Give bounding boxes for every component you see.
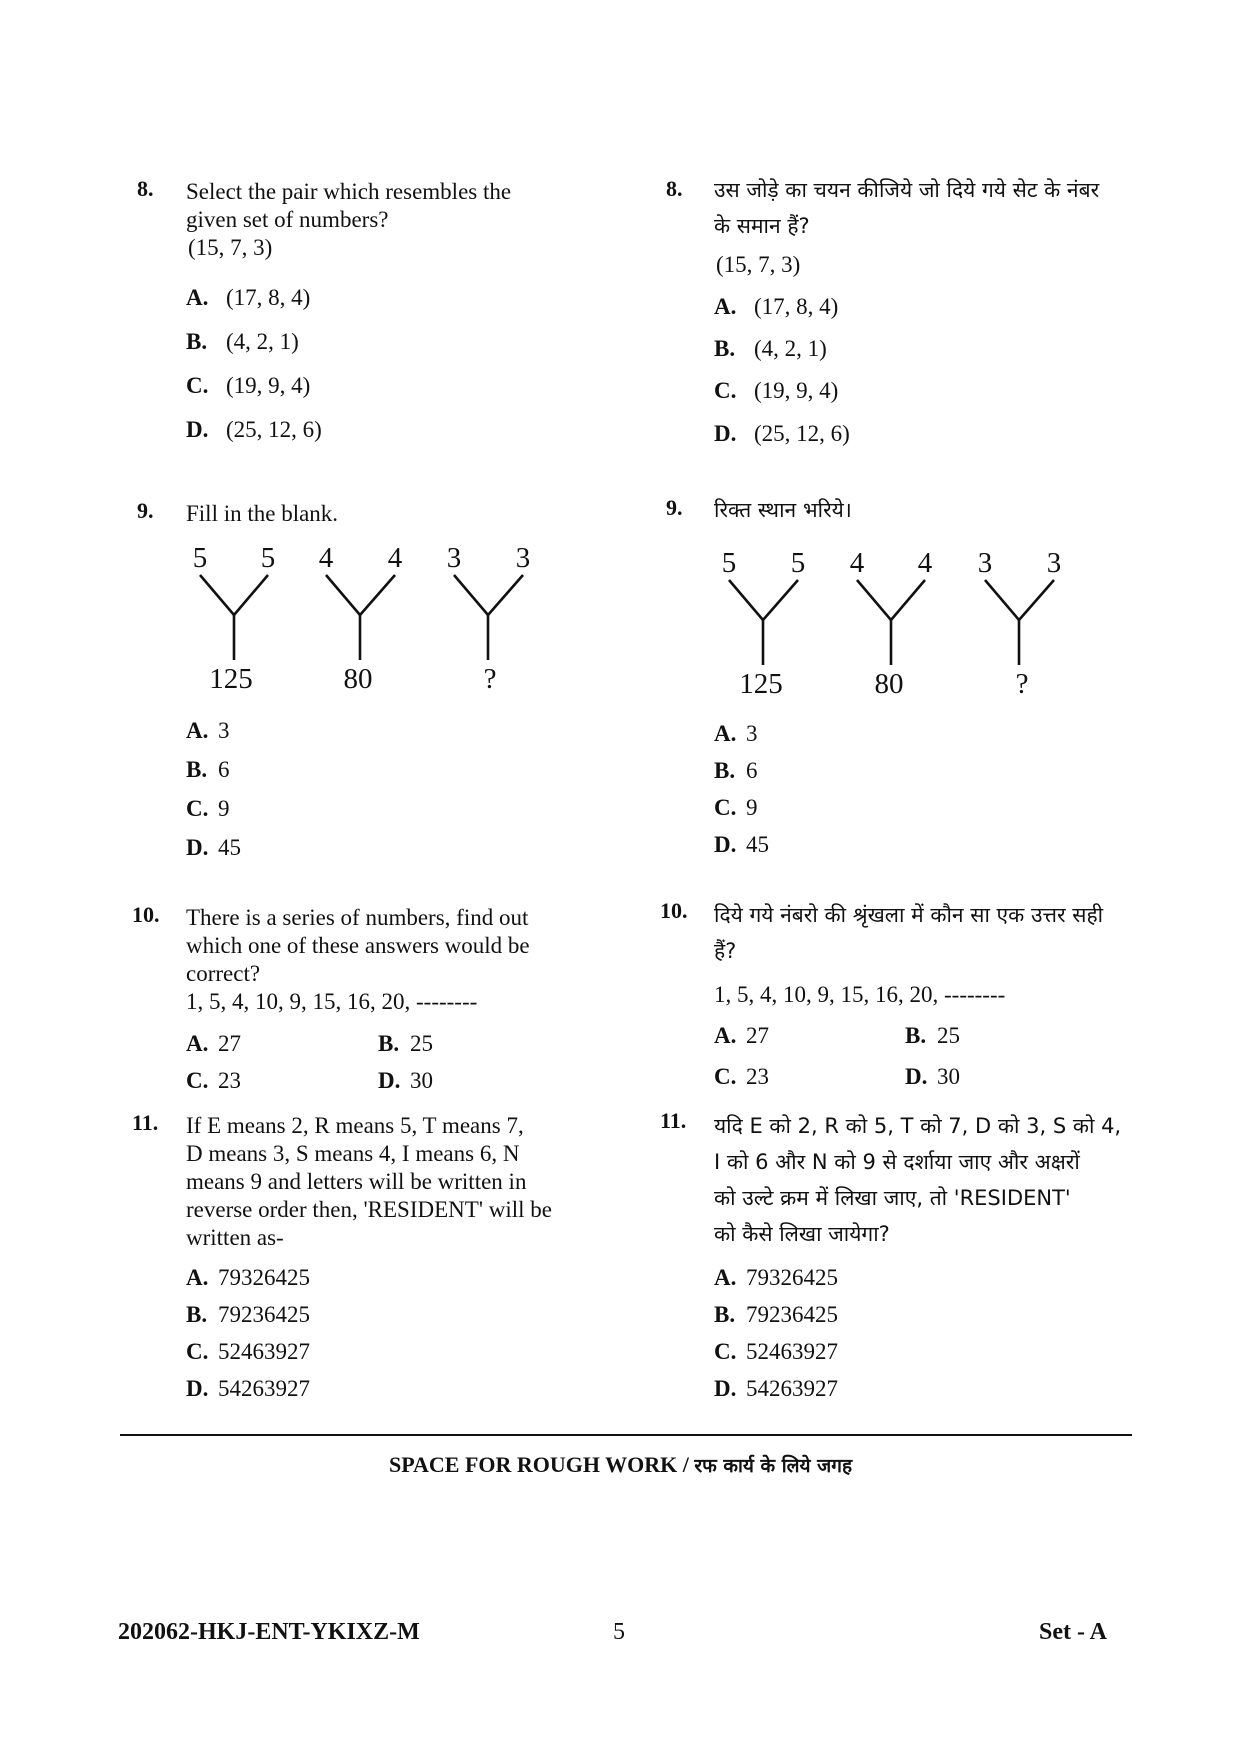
q10-line2-en: which one of these answers would be	[186, 933, 530, 958]
q10-series-hi: 1, 5, 4, 10, 9, 15, 16, 20, --------	[714, 982, 1006, 1007]
q9-number-hi: 9.	[666, 495, 683, 520]
tree-2-bottom: 80	[343, 663, 373, 695]
option-label: A.	[186, 285, 209, 310]
q8-option-d-en	[186, 417, 322, 443]
rough-work-hi: रफ कार्य के लिये जगह	[694, 1455, 853, 1477]
option-label: B.	[905, 1023, 927, 1048]
tree-3-bottom: ?	[483, 663, 497, 695]
option-label: B.	[378, 1031, 400, 1056]
option-value: 30	[410, 1068, 433, 1093]
option-value: 79236425	[746, 1302, 838, 1327]
option-value: 6	[218, 757, 230, 782]
option-value: (4, 2, 1)	[226, 329, 299, 354]
q10-option-d-en	[378, 1068, 433, 1094]
q11-line2-en: D means 3, S means 4, I means 6, N	[186, 1141, 520, 1166]
q10-number-en: 10.	[132, 902, 160, 927]
option-value: 3	[218, 718, 230, 743]
option-label: B.	[186, 1302, 208, 1327]
q8-option-d-hi	[714, 421, 850, 447]
q8-option-a-hi	[714, 294, 838, 320]
q10-number-hi: 10.	[660, 898, 688, 923]
q8-number-en: 8.	[137, 176, 154, 201]
q9-option-a-hi	[714, 721, 758, 747]
footer-page-number: 5	[613, 1619, 625, 1645]
q9-tree-figure-en	[180, 535, 560, 695]
option-label: A.	[714, 1265, 737, 1290]
q8-set-en: (15, 7, 3)	[188, 235, 273, 260]
option-label: D.	[714, 832, 737, 857]
q11-option-c-en	[186, 1339, 310, 1365]
option-label: D.	[186, 417, 209, 442]
q10-line3-en: correct?	[186, 961, 261, 986]
tree-1-right: 5	[790, 547, 806, 579]
option-label: C.	[186, 796, 209, 821]
option-value: 54263927	[746, 1376, 838, 1401]
option-label: C.	[186, 1339, 209, 1364]
q11-line5-en: written as-	[186, 1225, 284, 1250]
q10-line1-hi: दिये गये नंबरो की श्रृंखला में कौन सा एक उत्तर सही	[714, 903, 1104, 927]
option-value: 79326425	[218, 1265, 310, 1290]
tree-1-bottom: 125	[209, 663, 253, 695]
q10-text-hi	[714, 897, 1103, 969]
q8-line1-en: Select the pair which resembles the	[186, 179, 512, 204]
q10-series-en: 1, 5, 4, 10, 9, 15, 16, 20, --------	[186, 989, 478, 1014]
tree-3-bottom: ?	[1015, 668, 1029, 700]
q8-option-b-en	[186, 329, 299, 355]
option-label: B.	[186, 329, 208, 354]
q10-option-c-en	[186, 1068, 241, 1094]
tree-2-bottom: 80	[874, 668, 904, 700]
option-value: 45	[218, 835, 241, 860]
option-value: 52463927	[746, 1339, 838, 1364]
tree-1	[722, 547, 806, 700]
tree-2-right: 4	[917, 547, 933, 579]
option-label: C.	[714, 1064, 737, 1089]
q10-option-c-hi	[714, 1064, 769, 1090]
q8-option-c-hi	[714, 378, 838, 404]
option-value: 6	[746, 758, 758, 783]
q9-option-a-en	[186, 718, 230, 744]
q10-text-en	[186, 904, 530, 1016]
tree-3-right: 3	[1046, 547, 1062, 579]
q8-number-hi: 8.	[666, 176, 683, 201]
footer-set: Set - A	[1039, 1619, 1107, 1645]
q9-option-b-hi	[714, 758, 758, 784]
option-label: C.	[714, 378, 737, 403]
q11-number-hi: 11.	[660, 1108, 687, 1133]
tree-3-left: 3	[446, 542, 462, 574]
option-value: 52463927	[218, 1339, 310, 1364]
q11-line4-hi: को कैसे लिखा जायेगा?	[714, 1222, 890, 1246]
q11-line4-en: reverse order then, 'RESIDENT' will be	[186, 1197, 552, 1222]
q9-option-c-en	[186, 796, 230, 822]
q11-option-a-en	[186, 1265, 310, 1291]
q10-option-b-en	[378, 1031, 433, 1057]
tree-3-left: 3	[977, 547, 993, 579]
rough-work-en: SPACE FOR ROUGH WORK /	[388, 1452, 695, 1477]
tree-2	[850, 547, 933, 700]
option-value: (19, 9, 4)	[226, 373, 311, 398]
option-value: 9	[218, 796, 230, 821]
option-value: 27	[746, 1023, 769, 1048]
tree-3	[447, 542, 531, 695]
option-label: C.	[714, 1339, 737, 1364]
option-value: (19, 9, 4)	[754, 378, 839, 403]
option-value: 23	[746, 1064, 769, 1089]
q11-option-d-en	[186, 1376, 310, 1402]
option-value: (4, 2, 1)	[754, 336, 827, 361]
q11-number-en: 11.	[132, 1110, 159, 1135]
tree-1-left: 5	[721, 547, 737, 579]
q8-line2-hi: के समान हैं?	[714, 214, 810, 238]
option-value: 3	[746, 721, 758, 746]
tree-2	[319, 542, 403, 695]
option-label: B.	[714, 1302, 736, 1327]
option-value: 9	[746, 795, 758, 820]
option-label: A.	[186, 718, 209, 743]
tree-1-right: 5	[260, 542, 276, 574]
option-value: 54263927	[218, 1376, 310, 1401]
q11-line1-hi: यदि E को 2, R को 5, T को 7, D को 3, S को 4,	[714, 1114, 1122, 1138]
q8-option-b-hi	[714, 336, 827, 362]
option-value: 79236425	[218, 1302, 310, 1327]
option-value: 79326425	[746, 1265, 838, 1290]
option-label: A.	[186, 1265, 209, 1290]
q11-line1-en: If E means 2, R means 5, T means 7,	[186, 1113, 524, 1138]
tree-1	[193, 542, 276, 695]
option-label: B.	[714, 336, 736, 361]
q11-text-hi	[714, 1108, 1121, 1252]
option-value: 25	[937, 1023, 960, 1048]
tree-2-left: 4	[318, 542, 334, 574]
q11-text-en	[186, 1112, 552, 1252]
option-label: C.	[714, 795, 737, 820]
option-label: D.	[905, 1064, 928, 1089]
q11-line3-hi: को उल्टे क्रम में लिखा जाए, तो 'RESIDENT'	[714, 1186, 1071, 1210]
q9-option-b-en	[186, 757, 230, 783]
tree-3-right: 3	[515, 542, 531, 574]
q8-line2-en: given set of numbers?	[186, 207, 389, 232]
rough-work-heading	[0, 1452, 1241, 1478]
option-label: B.	[186, 757, 208, 782]
q8-text-hi	[714, 172, 1099, 244]
option-label: A.	[714, 1023, 737, 1048]
option-label: D.	[186, 835, 209, 860]
q8-set-hi: (15, 7, 3)	[716, 252, 801, 277]
option-value: 25	[410, 1031, 433, 1056]
q9-text-en: Fill in the blank.	[186, 501, 339, 526]
option-value: 30	[937, 1064, 960, 1089]
q10-option-a-hi	[714, 1023, 769, 1049]
option-value: 27	[218, 1031, 241, 1056]
rough-work-divider	[120, 1434, 1132, 1436]
option-label: A.	[714, 721, 737, 746]
option-label: A.	[186, 1031, 209, 1056]
option-label: C.	[186, 373, 209, 398]
q9-tree-figure-hi	[712, 540, 1092, 700]
q9-text-hi: रिक्त स्थान भरिये।	[714, 498, 852, 522]
option-value: (17, 8, 4)	[754, 294, 839, 319]
q10-option-a-en	[186, 1031, 241, 1057]
tree-2-right: 4	[387, 542, 403, 574]
tree-1-left: 5	[192, 542, 208, 574]
option-label: A.	[714, 294, 737, 319]
q11-option-b-hi	[714, 1302, 838, 1328]
option-value: (17, 8, 4)	[226, 285, 311, 310]
q9-option-d-en	[186, 835, 241, 861]
option-label: C.	[186, 1068, 209, 1093]
q10-line1-en: There is a series of numbers, find out	[186, 905, 529, 930]
q9-option-d-hi	[714, 832, 769, 858]
q11-line3-en: means 9 and letters will be written in	[186, 1169, 527, 1194]
option-value: 23	[218, 1068, 241, 1093]
q10-option-b-hi	[905, 1023, 960, 1049]
q9-option-c-hi	[714, 795, 758, 821]
q11-line2-hi: I को 6 और N को 9 से दर्शाया जाए और अक्षरों	[714, 1150, 1080, 1174]
q10-line2-hi: हैं?	[714, 939, 737, 963]
footer-code: 202062-HKJ-ENT-YKIXZ-M	[118, 1619, 420, 1645]
option-label: D.	[186, 1376, 209, 1401]
q8-line1-hi: उस जोड़े का चयन कीजिये जो दिये गये सेट के नंबर	[714, 178, 1100, 202]
q8-text-en	[186, 178, 511, 262]
q11-option-b-en	[186, 1302, 310, 1328]
q8-option-c-en	[186, 373, 310, 399]
option-label: D.	[378, 1068, 401, 1093]
option-value: 45	[746, 832, 769, 857]
q11-option-a-hi	[714, 1265, 838, 1291]
q8-option-a-en	[186, 285, 310, 311]
option-label: B.	[714, 758, 736, 783]
q11-option-c-hi	[714, 1339, 838, 1365]
option-value: (25, 12, 6)	[226, 417, 322, 442]
option-value: (25, 12, 6)	[754, 421, 850, 446]
option-label: D.	[714, 421, 737, 446]
q9-number-en: 9.	[137, 498, 154, 523]
q11-option-d-hi	[714, 1376, 838, 1402]
option-label: D.	[714, 1376, 737, 1401]
tree-2-left: 4	[849, 547, 865, 579]
q10-option-d-hi	[905, 1064, 960, 1090]
tree-3	[978, 547, 1062, 700]
tree-1-bottom: 125	[739, 668, 783, 700]
